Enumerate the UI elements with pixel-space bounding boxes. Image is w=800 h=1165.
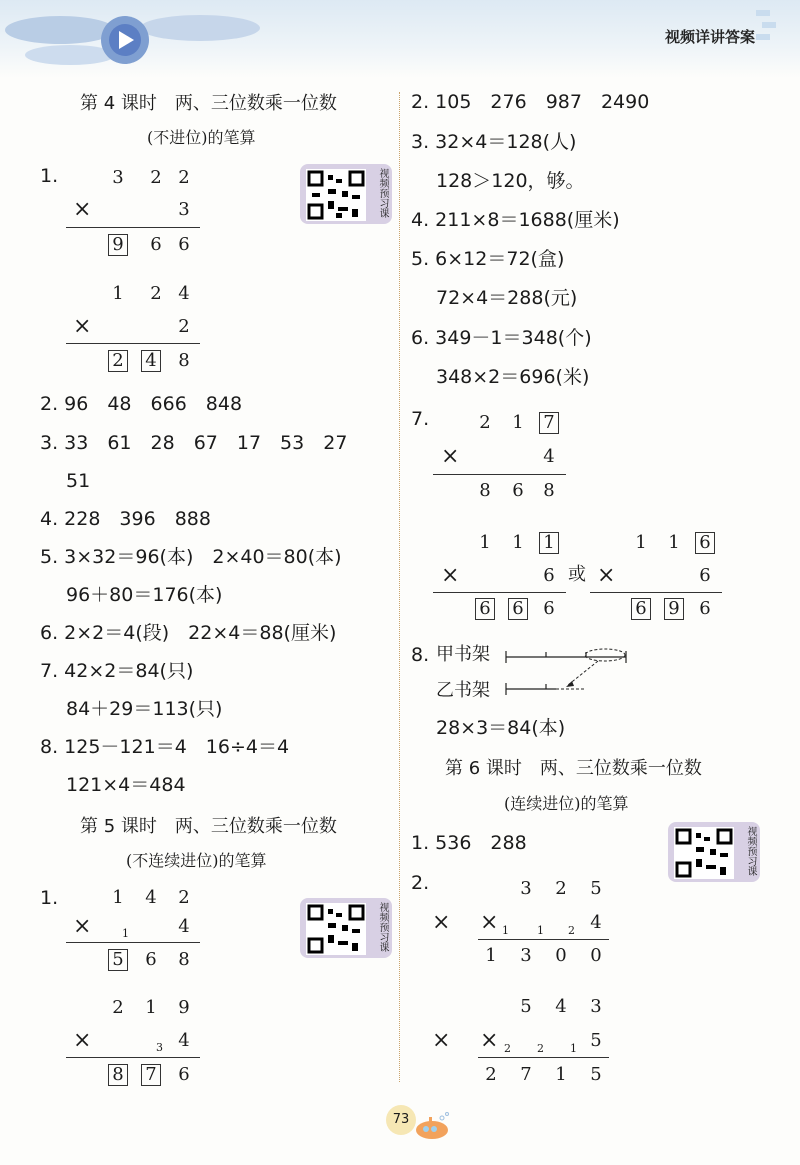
calc-rule <box>478 939 609 940</box>
answer-box: 6 <box>695 532 715 554</box>
digit: 5 <box>590 1030 602 1051</box>
digit: 5 <box>590 1064 602 1085</box>
digit: 1 <box>512 412 524 433</box>
digit: 4 <box>178 283 190 304</box>
q8-label: 8. <box>411 644 430 666</box>
lesson4-subtitle: (不进位)的笔算 <box>147 128 256 147</box>
q5-answer-cont: 96＋80＝176(本) <box>66 584 223 606</box>
digit: 2 <box>555 878 567 899</box>
lesson6-subtitle: (连续进位)的笔算 <box>504 794 629 813</box>
digit: 4 <box>555 996 567 1017</box>
digit: 1 <box>145 997 157 1018</box>
carry-digit: 1 <box>537 924 544 937</box>
q3-answer: 3. 32×4＝128(人) <box>411 131 577 153</box>
digit: 2 <box>178 887 190 908</box>
q5-answer-cont: 72×4＝288(元) <box>436 287 578 309</box>
digit: 6 <box>543 565 555 586</box>
digit: 4 <box>590 912 602 933</box>
times-sign: × <box>73 914 92 939</box>
decor-bars-icon <box>754 8 782 48</box>
calc-rule <box>433 474 566 475</box>
digit: 2 <box>112 997 124 1018</box>
q6-answer: 6. 2×2＝4(段) 22×4＝88(厘米) <box>40 622 337 644</box>
digit: 6 <box>150 234 162 255</box>
digit: 6 <box>699 565 711 586</box>
digit: 2 <box>479 412 491 433</box>
digit: 1 <box>112 283 124 304</box>
lesson5-subtitle: (不连续进位)的笔算 <box>126 851 267 870</box>
digit: 3 <box>178 199 190 220</box>
answer-box: 7 <box>539 412 559 434</box>
times-sign: × <box>73 314 92 339</box>
video-play-icon <box>0 0 300 78</box>
answer-box: 9 <box>108 234 128 256</box>
digit: 3 <box>590 996 602 1017</box>
q6-answer: 6. 349－1＝348(个) <box>411 327 592 349</box>
q7-answer: 7. 42×2＝84(只) <box>40 660 194 682</box>
digit: 9 <box>178 997 190 1018</box>
digit: 6 <box>699 598 711 619</box>
digit: 1 <box>555 1064 567 1085</box>
calc-rule <box>66 227 200 228</box>
q4-answer: 4. 228 396 888 <box>40 508 211 530</box>
q8-answer: 8. 125－121＝4 16÷4＝4 <box>40 736 290 758</box>
q3-answer-cont: 51 <box>66 470 91 492</box>
q6-answer-cont: 348×2＝696(米) <box>436 366 590 388</box>
q3-answer-cont: 128＞120，够。 <box>436 170 585 192</box>
times-sign: × <box>441 444 460 469</box>
answer-box: 6 <box>508 598 528 620</box>
shelf-a-label: 甲书架 <box>436 644 490 665</box>
digit: 6 <box>145 949 157 970</box>
answer-box: 7 <box>141 1064 161 1086</box>
digit: 2 <box>178 167 190 188</box>
digit: 4 <box>178 1030 190 1051</box>
digit: 8 <box>479 480 491 501</box>
carry-digit: 2 <box>568 924 575 937</box>
digit: 3 <box>520 878 532 899</box>
digit: 6 <box>543 598 555 619</box>
submarine-icon <box>412 1112 452 1142</box>
qr-label: 视频预习课 <box>745 826 756 876</box>
times-sign: × <box>480 1028 499 1053</box>
qr-code[interactable] <box>300 164 392 224</box>
q8-answer-cont: 121×4＝484 <box>66 774 186 796</box>
digit: 7 <box>520 1064 532 1085</box>
digit: 1 <box>512 532 524 553</box>
carry-digit: 1 <box>502 924 509 937</box>
times-sign: × <box>597 563 616 588</box>
calc-rule <box>66 343 200 344</box>
q2-label: 2. <box>411 872 430 894</box>
q1-label: 1. <box>40 165 59 187</box>
lesson6-title: 第 6 课时 两、三位数乘一位数 <box>445 758 702 779</box>
qr-code-icon <box>306 169 366 221</box>
q1-answer: 1. 536 288 <box>411 832 527 854</box>
q8-answer: 28×3＝84(本) <box>436 717 566 739</box>
qr-code-icon <box>674 827 734 879</box>
digit: 1 <box>479 532 491 553</box>
carry-digit: 2 <box>504 1042 511 1055</box>
q2-answer: 2. 105 276 987 2490 <box>411 91 650 113</box>
q1-label: 1. <box>40 887 59 909</box>
answer-box: 4 <box>141 350 161 372</box>
qr-label: 视频预习课 <box>377 168 388 218</box>
lesson5-title: 第 5 课时 两、三位数乘一位数 <box>80 816 337 837</box>
header-banner <box>0 0 800 78</box>
answer-box: 5 <box>108 949 128 971</box>
lesson4-title: 第 4 课时 两、三位数乘一位数 <box>80 93 337 114</box>
carry-digit: 3 <box>156 1041 163 1054</box>
carry-digit: 1 <box>570 1042 577 1055</box>
carry-digit: 1 <box>122 927 129 940</box>
digit: 4 <box>543 446 555 467</box>
or-label: 或 <box>568 564 586 585</box>
answer-box: 1 <box>539 532 559 554</box>
q5-answer: 5. 6×12＝72(盒) <box>411 248 565 270</box>
digit: 4 <box>178 916 190 937</box>
times-sign: × <box>73 1028 92 1053</box>
qr-label: 视频预习课 <box>377 902 388 952</box>
digit: 3 <box>520 945 532 966</box>
column-divider <box>399 92 400 1082</box>
digit: 5 <box>520 996 532 1017</box>
answer-box: 6 <box>631 598 651 620</box>
digit: 6 <box>178 234 190 255</box>
qr-code[interactable] <box>300 898 392 958</box>
digit: 6 <box>512 480 524 501</box>
bookshelf-diagram <box>500 643 635 703</box>
calc-rule <box>590 592 722 593</box>
answer-box: 6 <box>475 598 495 620</box>
digit: 1 <box>112 887 124 908</box>
digit: 3 <box>112 167 124 188</box>
digit: 5 <box>590 878 602 899</box>
digit: 0 <box>590 945 602 966</box>
digit: 0 <box>555 945 567 966</box>
digit: 8 <box>178 949 190 970</box>
q3-answer: 3. 33 61 28 67 17 53 27 <box>40 432 348 454</box>
digit: 4 <box>145 887 157 908</box>
digit: 1 <box>668 532 680 553</box>
q4-answer: 4. 211×8＝1688(厘米) <box>411 209 620 231</box>
answer-box: 8 <box>108 1064 128 1086</box>
digit: 6 <box>178 1064 190 1085</box>
answer-box: 9 <box>664 598 684 620</box>
qr-code-icon <box>306 903 366 955</box>
wrong-mark: × <box>432 910 451 935</box>
page-number: 73 <box>386 1105 416 1135</box>
digit: 2 <box>150 167 162 188</box>
calc-rule <box>478 1057 609 1058</box>
digit: 1 <box>635 532 647 553</box>
digit: 8 <box>543 480 555 501</box>
calc-rule <box>66 1057 200 1058</box>
shelf-b-label: 乙书架 <box>436 680 490 701</box>
digit: 2 <box>485 1064 497 1085</box>
calc-rule <box>433 592 566 593</box>
answer-header: 视频详讲答案 <box>664 28 755 46</box>
answer-box: 2 <box>108 350 128 372</box>
calc-rule <box>66 942 200 943</box>
q7-answer-cont: 84＋29＝113(只) <box>66 698 223 720</box>
q7-label: 7. <box>411 408 430 430</box>
q2-answer: 2. 96 48 666 848 <box>40 393 243 415</box>
qr-code[interactable] <box>668 822 760 882</box>
carry-digit: 2 <box>537 1042 544 1055</box>
digit: 2 <box>178 316 190 337</box>
times-sign: × <box>73 197 92 222</box>
q5-answer: 5. 3×32＝96(本) 2×40＝80(本) <box>40 546 342 568</box>
times-sign: × <box>480 910 499 935</box>
times-sign: × <box>441 563 460 588</box>
digit: 2 <box>150 283 162 304</box>
digit: 8 <box>178 350 190 371</box>
digit: 1 <box>485 945 497 966</box>
wrong-mark: × <box>432 1028 451 1053</box>
